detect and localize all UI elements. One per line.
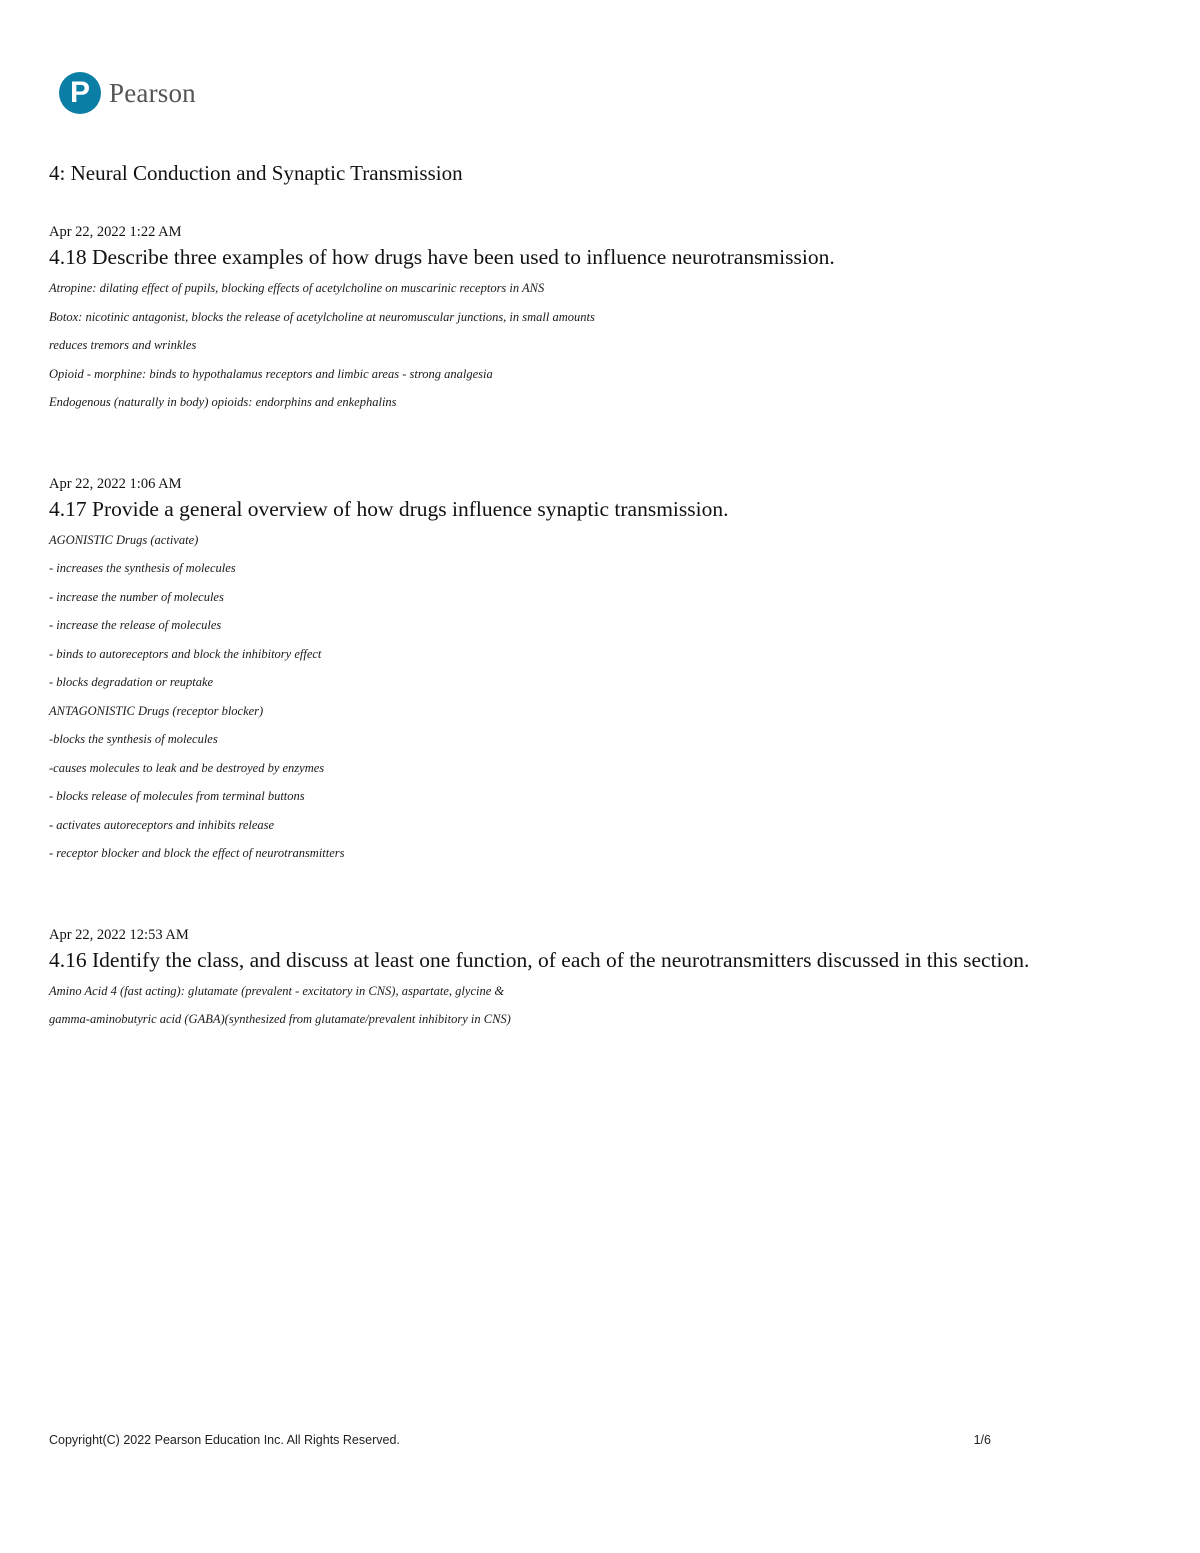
note-line: - increases the synthesis of molecules: [49, 561, 236, 575]
note-line: -blocks the synthesis of molecules: [49, 732, 218, 746]
note-line: - increase the release of molecules: [49, 618, 222, 632]
note-title: 4.16 Identify the class, and discuss at least one function, of each of the neurotransmitters discussed in this section.: [49, 947, 1030, 972]
note-date: Apr 22, 2022 1:22 AM: [49, 224, 182, 240]
note-date: Apr 22, 2022 12:53 AM: [49, 926, 189, 943]
note-entry: [49, 924, 1129, 1034]
copyright-text: Copyright(C) 2022 Pearson Education Inc. All Rights Reserved.: [49, 1433, 400, 1447]
note-title: 4.18 Describe three examples of how drugs have been used to influence neurotransmission.: [49, 245, 835, 269]
pearson-logo: [59, 72, 196, 114]
note-line: gamma-aminobutyric acid (GABA)(synthesized from glutamate/prevalent inhibitory in CNS): [49, 1012, 511, 1026]
note-line: Endogenous (naturally in body) opioids: endorphins and enkephalins: [49, 395, 397, 409]
notes-list: [49, 221, 1129, 1090]
note-title: 4.17 Provide a general overview of how drugs influence synaptic transmission.: [49, 496, 729, 521]
note-entry: [49, 221, 1129, 417]
note-line: Amino Acid 4 (fast acting): glutamate (prevalent - excitatory in CNS), aspartate, glycine &: [49, 983, 505, 998]
note-line: -causes molecules to leak and be destroyed by enzymes: [49, 760, 325, 775]
note-body: [49, 274, 1129, 417]
note-date: Apr 22, 2022 1:06 AM: [49, 475, 182, 492]
note-line: reduces tremors and wrinkles: [49, 338, 197, 352]
note-line: Opioid - morphine: binds to hypothalamus receptors and limbic areas - strong analgesia: [49, 366, 493, 381]
note-line: - increase the number of molecules: [49, 589, 224, 604]
pearson-logo-icon: P: [59, 72, 101, 114]
note-line: AGONISTIC Drugs (activate): [49, 532, 199, 547]
note-line: Atropine: dilating effect of pupils, blocking effects of acetylcholine on muscarinic receptors in ANS: [49, 281, 545, 295]
note-entry: [49, 473, 1129, 868]
chapter-title: 4: Neural Conduction and Synaptic Transmission: [49, 161, 463, 185]
note-body: [49, 977, 1129, 1034]
pearson-wordmark: Pearson: [109, 77, 196, 108]
page-number: 1/6: [973, 1433, 991, 1447]
note-body: [49, 526, 1129, 868]
note-line: - blocks degradation or reuptake: [49, 675, 214, 689]
note-line: - receptor blocker and block the effect of neurotransmitters: [49, 846, 345, 860]
note-line: ANTAGONISTIC Drugs (receptor blocker): [49, 703, 264, 718]
note-line: - activates autoreceptors and inhibits release: [49, 817, 275, 832]
note-line: Botox: nicotinic antagonist, blocks the release of acetylcholine at neuromuscular junctions, in small amounts: [49, 309, 595, 324]
page-footer: [49, 1431, 991, 1449]
note-line: - binds to autoreceptors and block the inhibitory effect: [49, 646, 322, 661]
note-line: - blocks release of molecules from terminal buttons: [49, 789, 305, 803]
